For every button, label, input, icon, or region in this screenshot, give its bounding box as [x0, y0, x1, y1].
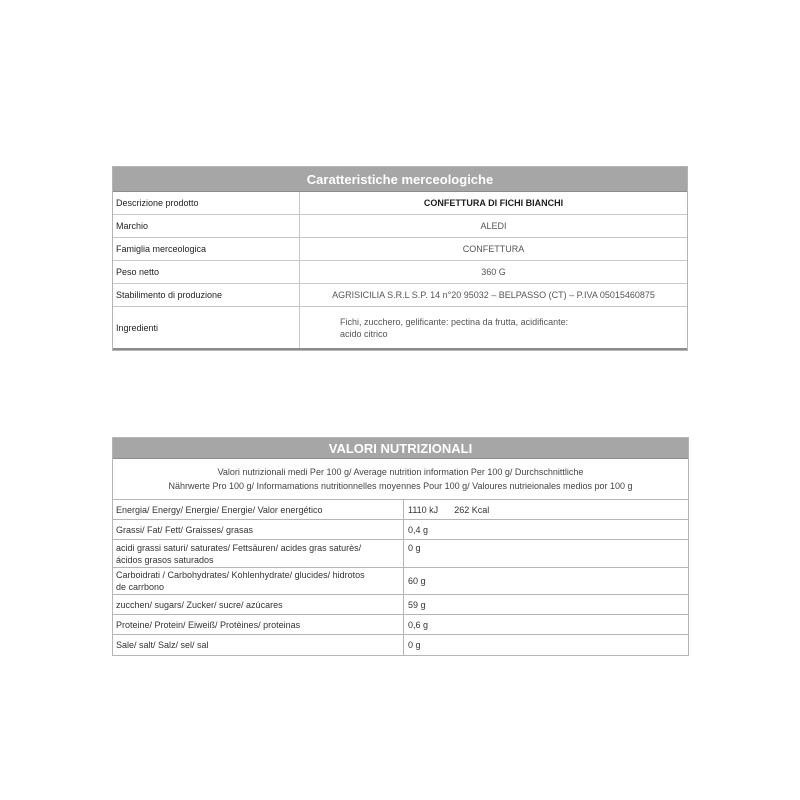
- row-label: Energia/ Energy/ Energie/ Energie/ Valor energético: [113, 500, 404, 519]
- row-value: 0,6 g: [408, 619, 429, 630]
- intro-line: Nährwerte Pro 100 g/ Informamations nutritionnelles moyennes Pour 100 g/ Valoures nutrieionales medios por 100 g: [168, 481, 633, 491]
- row-label: Grassi/ Fat/ Fett/ Graisses/ grasas: [113, 520, 404, 539]
- label-line: de carrbono: [116, 582, 165, 592]
- label-line: ácidos grasos saturados: [116, 554, 214, 565]
- row-label: [113, 540, 404, 567]
- row-label: zucchen/ sugars/ Zucker/ sucre/ azúcares: [113, 595, 404, 614]
- row-value: 0,4 g: [408, 524, 429, 535]
- row-value: 60 g: [408, 576, 426, 586]
- nutrition-row-carbohydrates: [113, 568, 688, 595]
- label-line: acidi grassi saturi/ saturates/ Fettsäuren/ acides gras saturès/: [116, 542, 362, 553]
- row-label: Descrizione prodotto: [113, 192, 300, 214]
- product-table-title: Caratteristiche merceologiche: [113, 167, 687, 192]
- row-value: [300, 307, 687, 348]
- energy-kj: 1110 kJ: [408, 504, 439, 515]
- intro-line: Valori nutrizionali medi Per 100 g/ Average nutrition information Per 100 g/ Durchschnittliche: [217, 467, 584, 477]
- row-label: Marchio: [113, 215, 300, 237]
- ingredients-line: acido citrico: [340, 328, 388, 339]
- row-value: CONFETTURA DI FICHI BIANCHI: [423, 198, 564, 208]
- product-row-family: [113, 238, 687, 261]
- nutrition-table: [112, 437, 689, 656]
- row-value: 360 G: [481, 267, 506, 277]
- row-label: [113, 568, 404, 594]
- product-row-plant: [113, 284, 687, 307]
- nutrition-row-fat: [113, 520, 688, 540]
- row-value: 0 g: [408, 640, 421, 650]
- nutrition-row-protein: [113, 615, 688, 635]
- nutrition-table-title: VALORI NUTRIZIONALI: [113, 438, 688, 459]
- nutrition-row-energy: [113, 500, 688, 520]
- product-row-ingredients: [113, 307, 687, 350]
- row-label: Sale/ salt/ Salz/ sel/ sal: [113, 635, 404, 655]
- row-label: Peso netto: [113, 261, 300, 283]
- ingredients-line: Fichi, zucchero, gelificante: pectina da frutta, acidificante:: [340, 316, 569, 327]
- product-row-brand: [113, 215, 687, 238]
- energy-kcal: 262 Kcal: [454, 504, 490, 515]
- nutrition-row-saturates: [113, 540, 688, 568]
- nutrition-row-sugars: [113, 595, 688, 615]
- product-row-description: [113, 192, 687, 215]
- row-value: CONFETTURA: [462, 244, 525, 254]
- row-value: AGRISICILIA S.R.L S.P. 14 n°20 95032 – BELPASSO (CT) – P.IVA 05015460875: [332, 290, 655, 300]
- label-line: Carboidrati / Carbohydrates/ Kohlenhydrate/ glucides/ hidrotos: [116, 570, 365, 580]
- row-label: Ingredienti: [113, 307, 300, 348]
- nutrition-row-salt: [113, 635, 688, 655]
- row-label: Famiglia merceologica: [113, 238, 300, 260]
- nutrition-intro: [113, 459, 688, 500]
- product-row-weight: [113, 261, 687, 284]
- product-characteristics-table: [112, 166, 688, 351]
- row-label: Stabilimento di produzione: [113, 284, 300, 306]
- row-value: ALEDI: [480, 221, 507, 231]
- row-label: Proteine/ Protein/ Eiweiß/ Protèines/ proteinas: [113, 615, 404, 634]
- row-value: 0 g: [408, 543, 421, 553]
- row-value: 59 g: [408, 599, 426, 610]
- row-value: [404, 500, 688, 519]
